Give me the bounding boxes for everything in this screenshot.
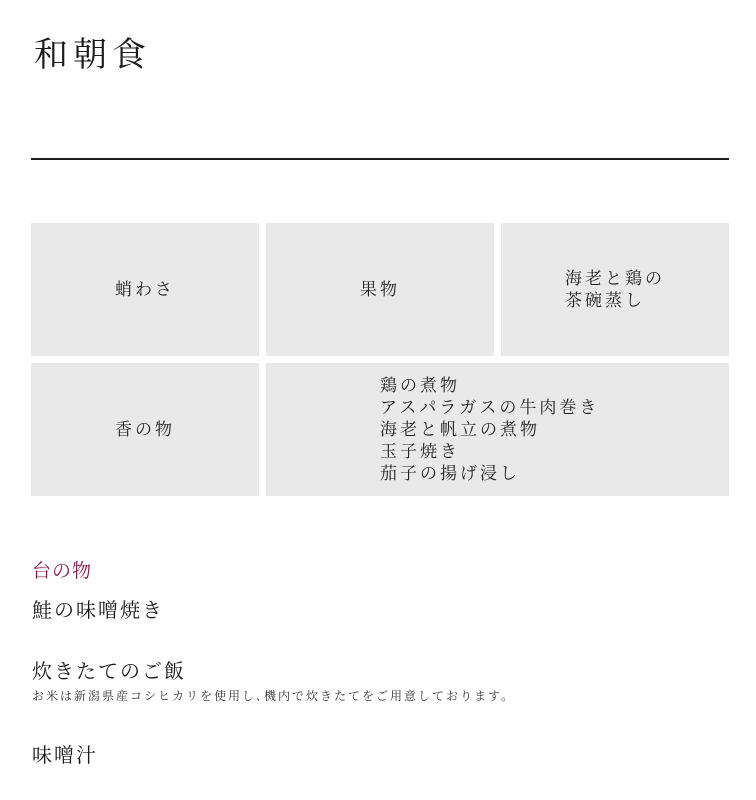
section-label: 台の物 [32,560,93,582]
menu-cell-pickles [31,363,259,496]
dish-name: 鮭の味噌焼き [32,598,164,622]
menu-cell-fruit [266,223,494,356]
menu-cell-line: アスパラガスの牛肉巻き [380,397,600,418]
menu-cell-line: 果物 [360,279,400,300]
title-divider [31,158,729,160]
menu-cell-line: 茄子の揚げ浸し [380,463,520,484]
menu-cell-chawanmushi [501,223,729,356]
menu-cell-line: 茶碗蒸し [565,290,645,311]
dish-name: 炊きたてのご飯 [32,659,186,683]
menu-cell-line: 海老と帆立の煮物 [380,419,540,440]
menu-cell-line: 海老と鶏の [565,268,665,289]
menu-cell-takowasa [31,223,259,356]
menu-cell-line: 蛸わさ [115,279,175,300]
menu-cell-line: 玉子焼き [380,441,460,462]
dish-name: 味噌汁 [32,743,98,767]
dish-note: お米は新潟県産コシヒカリを使用し､機内で炊きたてをご用意しております。 [32,689,516,703]
page-title: 和朝食 [34,35,151,75]
menu-cell-line: 鶏の煮物 [380,375,460,396]
menu-cell-line: 香の物 [115,419,175,440]
menu-cell-assorted [266,363,729,496]
